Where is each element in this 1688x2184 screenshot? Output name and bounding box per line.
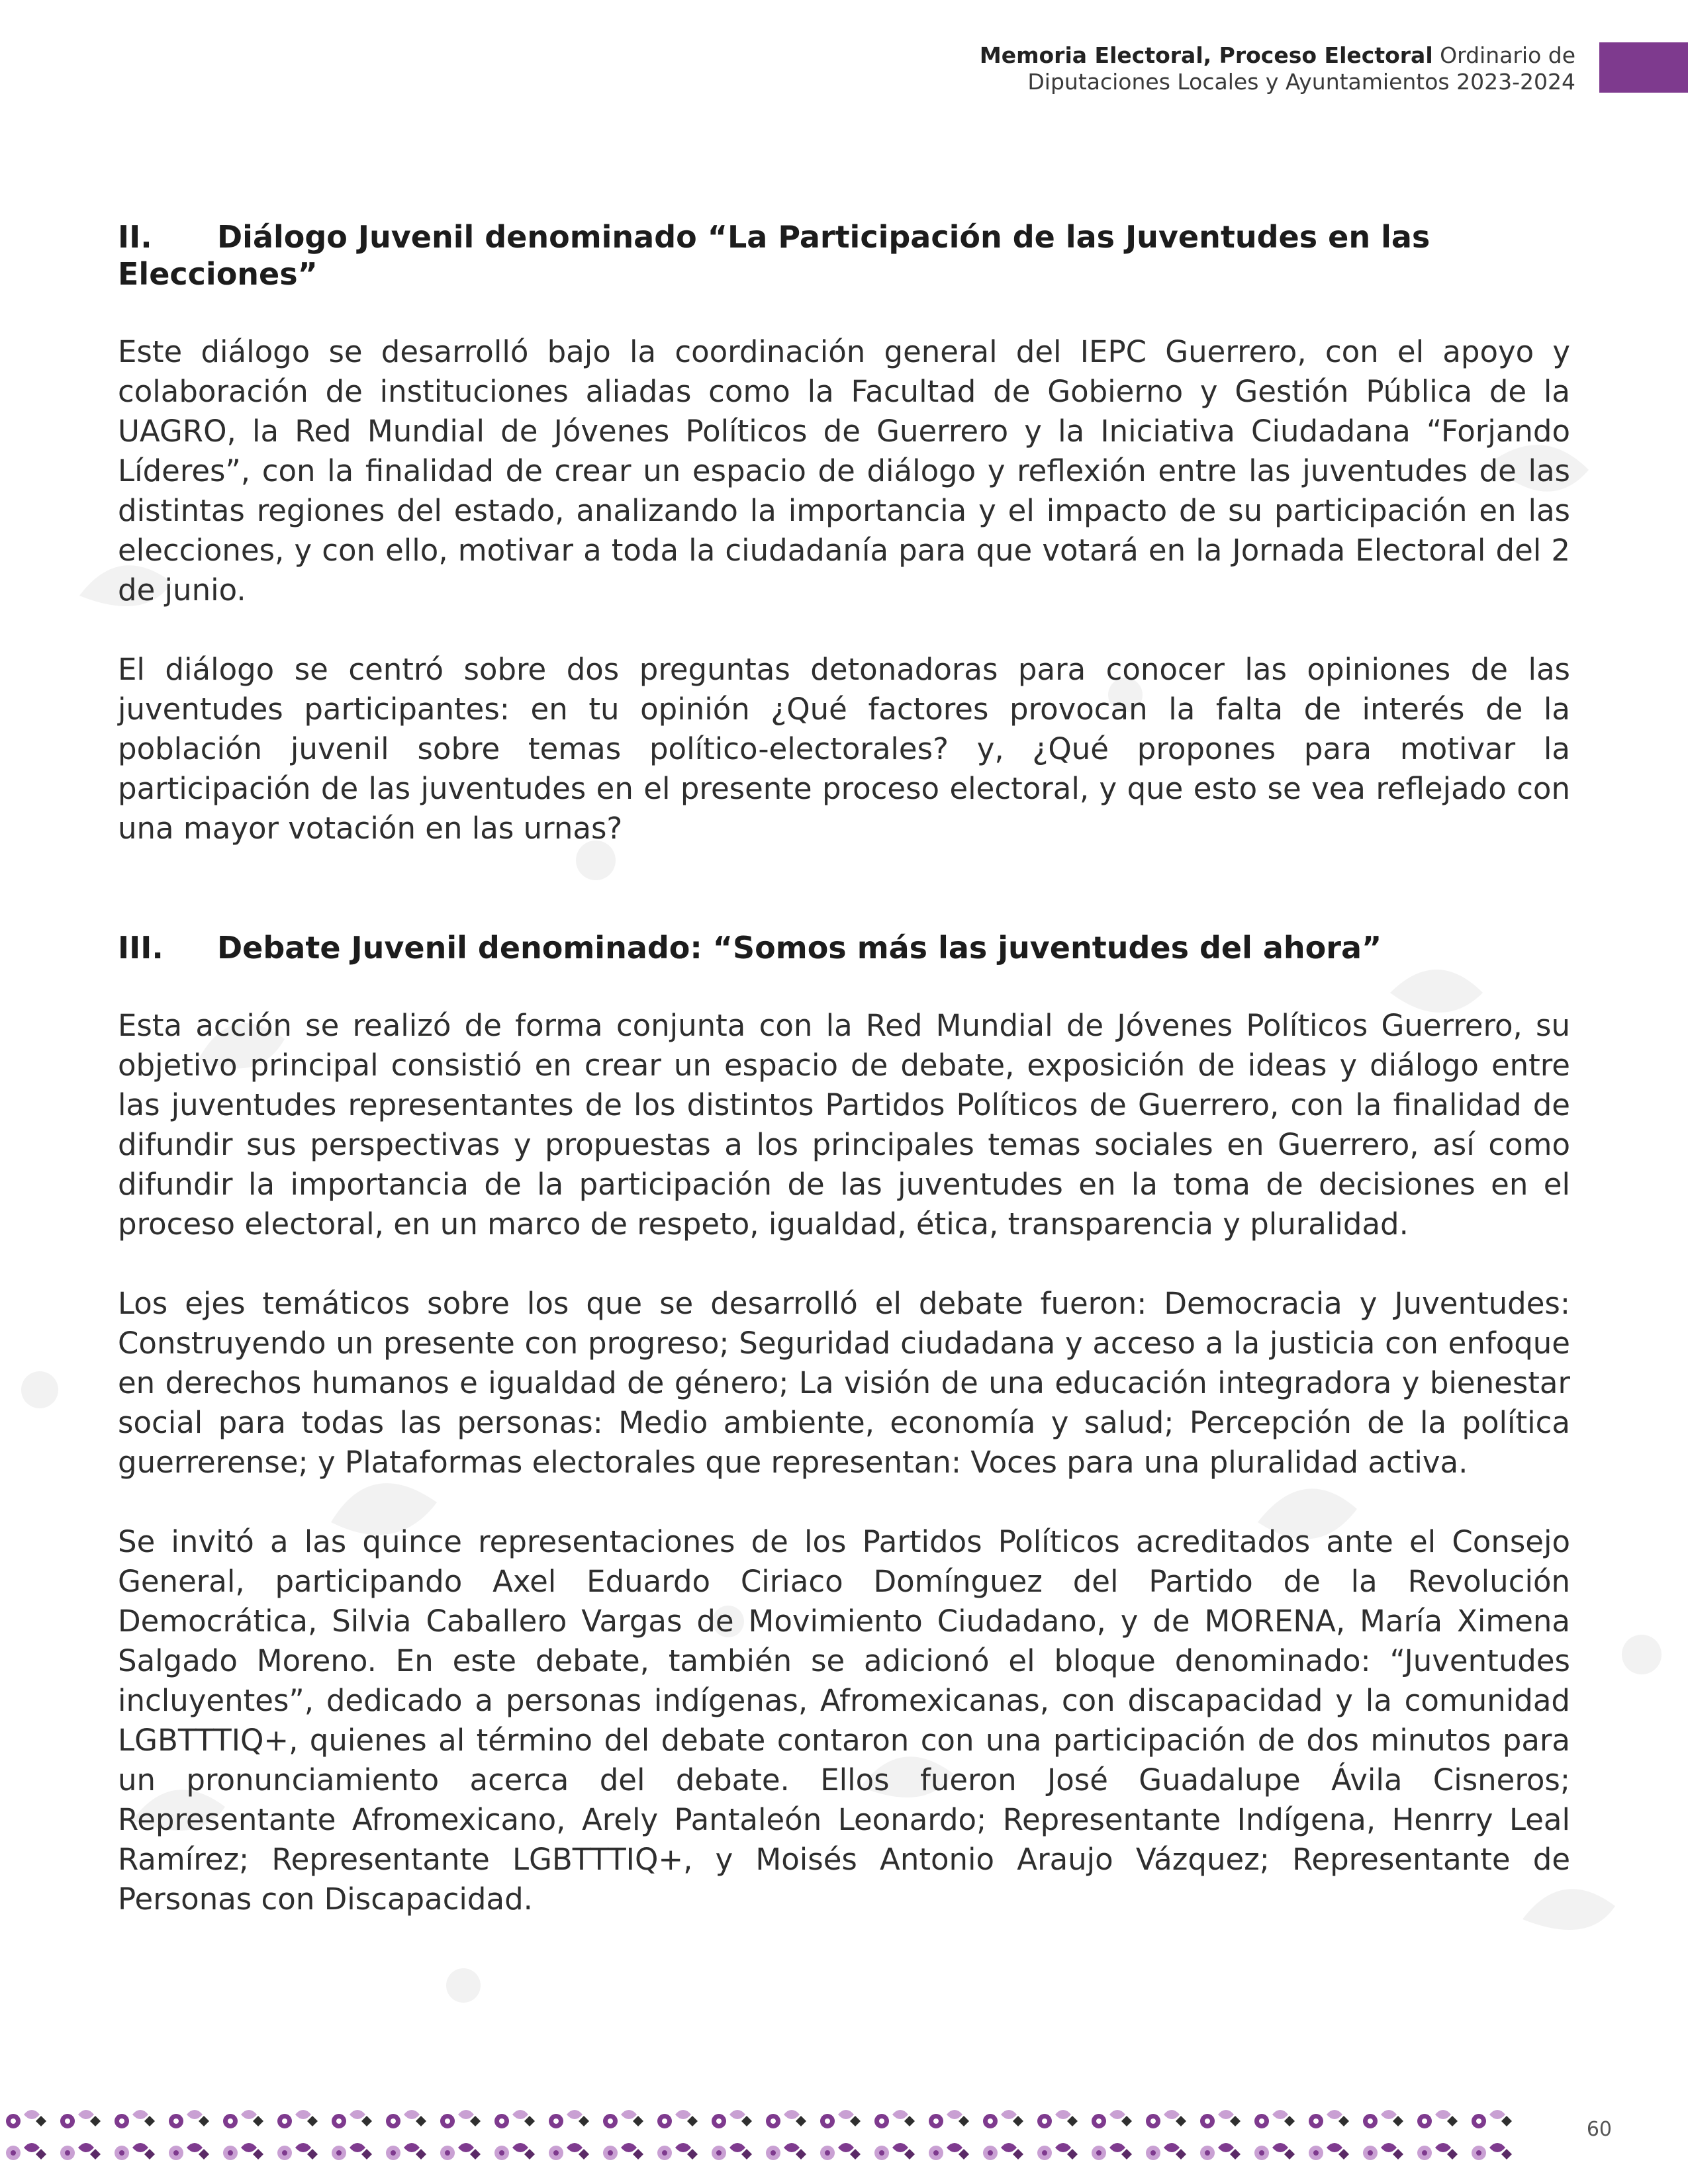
- paragraph: Los ejes temáticos sobre los que se desarrolló el debate fueron: Democracia y Juventudes: Construyendo un presente con progreso; Seguridad ciudadana y acceso a la justicia con enfoque en derechos humanos e igualdad de género; La visión de una educación integradora y bienestar social para todas las personas: Medio ambiente, economía y salud; Percepción de la política guerrerense; y Plataformas electorales que representan: Voces para una pluralidad activa.: [118, 1286, 1570, 1480]
- paragraph: Esta acción se realizó de forma conjunta con la Red Mundial de Jóvenes Políticos Guerrero, su objetivo principal consistió en crear un espacio de debate, exposición de ideas y diálogo entre las juventudes representantes de los distintos Partidos Políticos de Guerrero, con la finalidad de difundir sus perspectivas y propuestas a los principales temas sociales en Guerrero, así como difundir la importancia de la participación de las juventudes en la toma de decisiones en el proceso electoral, en un marco de respeto, igualdad, ética, transparencia y pluralidad.: [118, 1008, 1570, 1242]
- section-title: Diálogo Juvenil denominado “La Participación de las Juventudes en las Elecciones”: [118, 219, 1430, 292]
- header-subtitle: Diputaciones Locales y Ayuntamientos 2023-2024: [1027, 69, 1575, 95]
- section-heading-iii: [118, 929, 1570, 966]
- header-title-rest: Ordinario de: [1432, 42, 1575, 68]
- embroidery-border: [0, 2101, 1516, 2174]
- paragraph: Se invitó a las quince representaciones de los Partidos Políticos acreditados ante el Consejo General, participando Axel Eduardo Ciriaco Domínguez del Partido de la Revolución Democrática, Silvia Caballero Vargas de Movimiento Ciudadano, y de MORENA, María Ximena Salgado Moreno. En este debate, también se adicionó el bloque denominado: “Juventudes incluyentes”, dedicado a personas indígenas, Afromexicanas, con discapacidad y la comunidad LGBTTTIQ+, quienes al término del debate contaron con una participación de dos minutos para un pronunciamiento acerca del debate. Ellos fueron José Guadalupe Ávila Cisneros; Representante Afromexicano, Arely Pantaleón Leonardo; Representante Indígena, Henrry Leal Ramírez; Representante LGBTTTIQ+, y Moisés Antonio Araujo Vázquez; Representante de Personas con Discapacidad.: [118, 1524, 1570, 1917]
- paragraph: El diálogo se centró sobre dos preguntas detonadoras para conocer las opiniones de las juventudes participantes: en tu opinión ¿Qué factores provocan la falta de interés de la población juvenil sobre temas político-electorales? y, ¿Qué propones para motivar la participación de las juventudes en el presente proceso electoral, y que esto se vea reflejado con una mayor votación en las urnas?: [118, 652, 1570, 846]
- section-number: III.: [118, 930, 164, 966]
- header-title-bold: Memoria Electoral, Proceso Electoral: [979, 42, 1433, 68]
- paragraph: Este diálogo se desarrolló bajo la coordinación general del IEPC Guerrero, con el apoyo y colaboración de instituciones aliadas como la Facultad de Gobierno y Gestión Pública de la UAGRO, la Red Mundial de Jóvenes Políticos de Guerrero y la Iniciativa Ciudadana “Forjando Líderes”, con la finalidad de crear un espacio de diálogo y reflexión entre las juventudes de las distintas regiones del estado, analizando la importancia y el impacto de su participación en las elecciones, y con ello, motivar a toda la ciudadanía para que votará en la Jornada Electoral del 2 de junio.: [118, 334, 1570, 608]
- section-title: Debate Juvenil denominado: “Somos más las juventudes del ahora”: [217, 930, 1382, 966]
- page-number: 60: [1586, 2118, 1612, 2141]
- document-body: [118, 218, 1570, 1919]
- section-number: II.: [118, 219, 152, 255]
- header-accent-tab: [1599, 42, 1688, 93]
- running-header: [980, 42, 1575, 95]
- section-heading-ii: [118, 218, 1570, 293]
